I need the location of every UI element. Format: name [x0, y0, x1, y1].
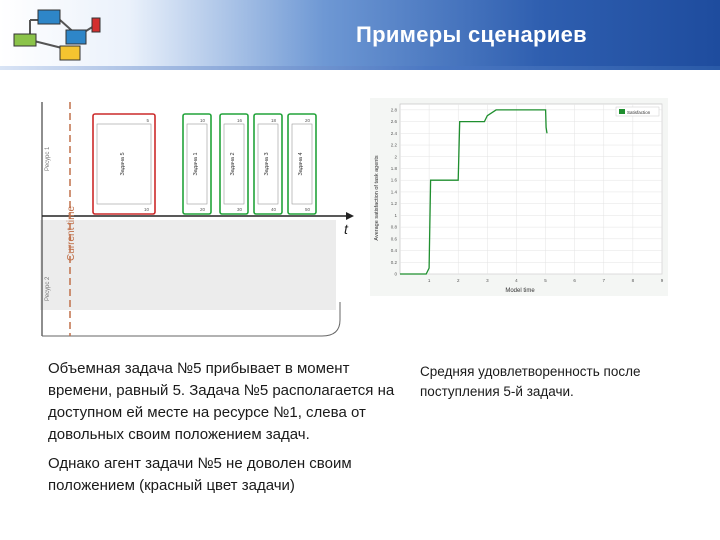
task-bottom-value: 10 [143, 207, 149, 212]
task-top-value: 16 [236, 118, 242, 123]
x-axis-label: Model time [505, 288, 535, 294]
task-label: Задача 1 [193, 152, 199, 176]
chart-caption: Средняя удовлетворенность после поступления 5-й задачи. [420, 364, 641, 399]
time-axis-label: t [344, 221, 348, 237]
task-top-value: 5 [146, 118, 149, 123]
y-tick-label: 1.2 [390, 201, 397, 207]
task-box-2 [183, 114, 211, 214]
legend [616, 107, 659, 116]
x-tick-label: 5 [544, 278, 547, 283]
task-box-5 [288, 114, 316, 214]
legend-label: Satisfaction [627, 110, 651, 115]
x-tick-label: 4 [515, 278, 518, 283]
description-paragraph-2: Однако агент задачи №5 не доволен своим положением (красный цвет задачи) [48, 455, 352, 494]
x-tick-label: 7 [602, 278, 606, 283]
y-tick-label: 0.4 [390, 248, 397, 254]
y-tick-label: 2.4 [390, 130, 397, 136]
task-box-3 [220, 114, 248, 214]
legend-swatch [619, 109, 625, 114]
resource-1-label: Ресурс 1 [45, 146, 51, 171]
y-tick-label: 0.6 [390, 236, 397, 242]
x-tick-label: 1 [427, 278, 431, 283]
y-tick-label: 2.8 [390, 107, 397, 113]
task-label: Задача 3 [264, 152, 270, 176]
task-top-value: 18 [270, 118, 276, 123]
task-bottom-value: 30 [236, 207, 242, 212]
satisfaction-chart [370, 98, 668, 296]
x-tick-label: 3 [486, 278, 489, 283]
task-label: Задача 5 [120, 152, 126, 176]
task-box-4 [254, 114, 282, 214]
page-title: Примеры сценариев [356, 22, 587, 47]
x-tick-label: 6 [573, 278, 576, 283]
y-axis-label: Average satisfaction of task agents [374, 155, 380, 241]
y-tick-label: 2.6 [390, 119, 397, 125]
x-tick-label: 8 [631, 278, 635, 283]
x-tick-label: 2 [456, 278, 460, 283]
task-label: Задача 2 [230, 152, 236, 176]
description-paragraph-1: Объемная задача №5 прибывает в момент времени, равный 5. Задача №5 располагается на доступном ей месте на ресурсе №1, слева от довольных своим положением задач. [48, 360, 395, 443]
plot-area [400, 104, 662, 274]
task-box-1 [93, 114, 155, 214]
y-tick-label: 1.4 [390, 189, 397, 195]
task-bottom-value: 20 [199, 207, 205, 212]
task-label: Задача 4 [298, 152, 304, 176]
y-tick-label: 1.8 [390, 165, 397, 171]
y-tick-label: 0.2 [390, 259, 397, 265]
task-bottom-value: 50 [304, 207, 310, 212]
task-top-value: 10 [199, 118, 205, 123]
task-top-value: 20 [304, 118, 310, 123]
y-tick-label: 2.2 [390, 142, 397, 148]
y-tick-label: 2 [394, 154, 397, 160]
description-text [48, 358, 410, 504]
header-divider [0, 66, 720, 70]
schedule-diagram [36, 96, 356, 340]
y-tick-label: 1 [394, 212, 397, 218]
resource-2-label: Ресурс 2 [45, 276, 51, 301]
resource-2-area [40, 220, 336, 310]
current-time-label: Current time [66, 205, 77, 261]
task-bottom-value: 40 [270, 207, 276, 212]
y-tick-label: 0 [394, 271, 397, 277]
x-tick-label: 9 [660, 278, 664, 283]
y-tick-label: 0.8 [390, 224, 397, 230]
y-tick-label: 1.6 [390, 177, 397, 183]
logo-network-icon [8, 6, 108, 64]
